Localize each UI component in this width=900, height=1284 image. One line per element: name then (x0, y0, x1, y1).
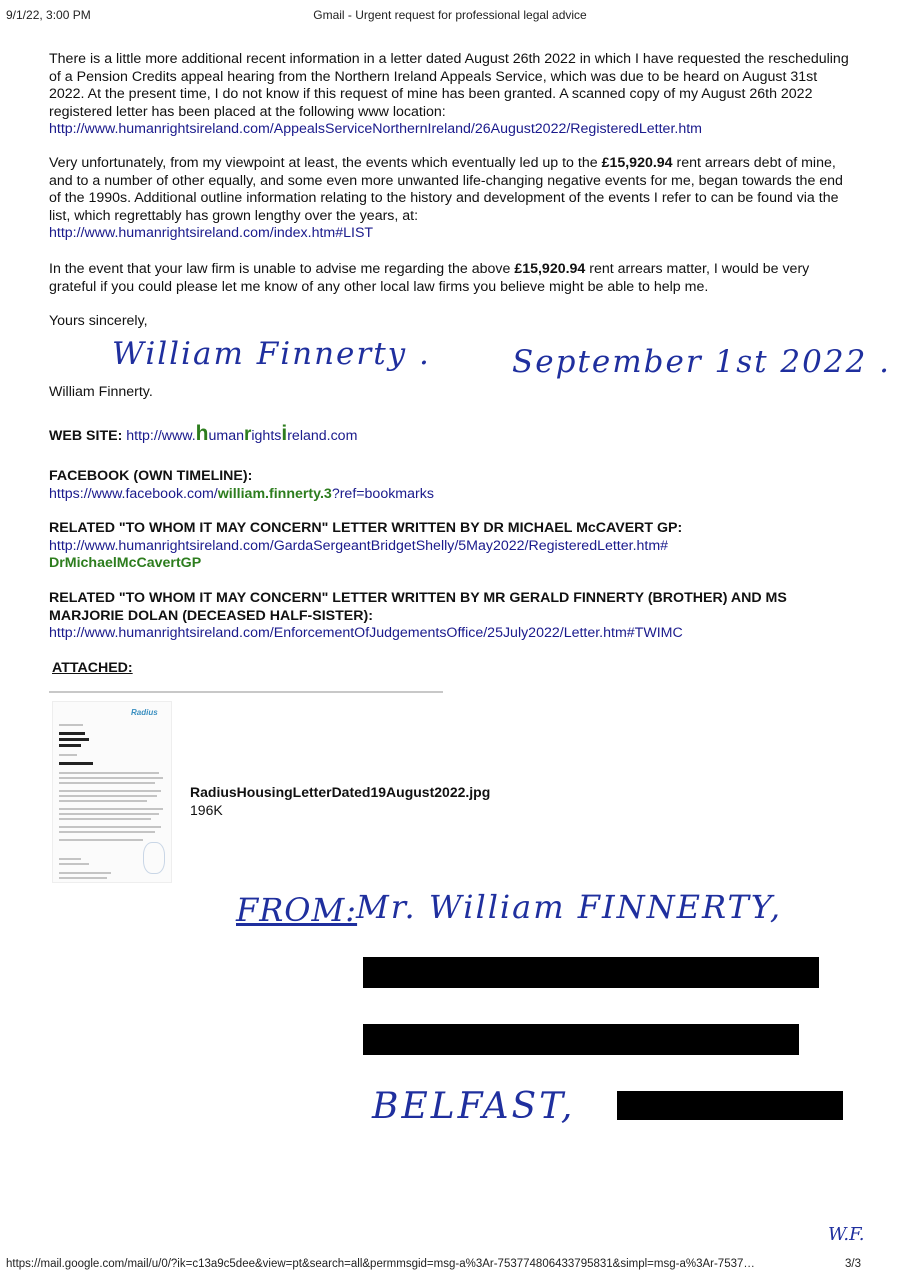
paragraph-text: rent arrears matter, I would be very grateful if you could please let me know of any other local law firms you believe might be able to help me. (49, 261, 810, 295)
paragraph-text: Very unfortunately, from my viewpoint at least, the events which eventually led up to the (49, 155, 602, 171)
handwritten-initials: W.F. (828, 1224, 865, 1245)
print-date: 9/1/22, 3:00 PM (6, 8, 91, 22)
divider (49, 691, 443, 693)
related-label: RELATED "TO WHOM IT MAY CONCERN" LETTER WRITTEN BY MR GERALD FINNERTY (BROTHER) AND MS MARJORIE DOLAN (DECEASED HALF-SISTER): (49, 590, 787, 624)
facebook-block (49, 468, 849, 503)
facebook-text: https://www.facebook.com/ (49, 485, 218, 502)
facebook-label: FACEBOOK (OWN TIMELINE): (49, 468, 253, 484)
redaction-bar (617, 1091, 843, 1120)
arrears-amount: £15,920.94 (601, 155, 673, 171)
website-text: uman (208, 428, 244, 444)
website-line (49, 422, 849, 446)
paragraph-history (49, 155, 849, 243)
related-link[interactable]: http://www.humanrightsireland.com/EnforcementOfJudgementsOffice/25July2022/Letter.htm#TWIMC (49, 625, 683, 641)
history-list-link[interactable]: http://www.humanrightsireland.com/index.htm#LIST (49, 225, 374, 241)
page-number: 3/3 (845, 1258, 861, 1270)
closing: Yours sincerely, (49, 313, 148, 329)
appeals-letter-link[interactable]: http://www.humanrightsireland.com/AppealsServiceNorthernIreland/26August2022/RegisteredLetter.htm (49, 121, 702, 137)
attachment-thumbnail[interactable] (52, 701, 172, 883)
thumbnail-logo: Radius (131, 708, 158, 717)
website-text: reland.com (287, 428, 358, 444)
attachment-filename[interactable]: RadiusHousingLetterDated19August2022.jpg (190, 784, 491, 800)
website-link[interactable] (126, 422, 358, 445)
facebook-text: ?ref=bookmarks (331, 485, 434, 502)
paragraph-text: rent arrears debt of mine, and to a number of other equally, and some even more unwanted life-changing negative events for me, began towards the end of the 1990s. Additional outline information relating to the history and development of the events I refer to can be found via the list, which regrettably has grown lengthy over the years, at: (49, 155, 843, 224)
website-label: WEB SITE: (49, 428, 123, 444)
website-text: http://www. (126, 428, 196, 444)
typed-name: William Finnerty. (49, 384, 153, 400)
logo-letter: h (195, 422, 209, 445)
attachment-size: 196K (190, 802, 223, 818)
redaction-bar (363, 1024, 799, 1055)
handwritten-from-label: FROM: (236, 891, 358, 929)
website-text: ights (251, 428, 282, 444)
arrears-amount: £15,920.94 (514, 261, 586, 277)
paragraph-text: In the event that your law firm is unable to advise me regarding the above (49, 261, 515, 277)
paragraph-referral (49, 261, 849, 296)
attached-heading: ATTACHED: (52, 660, 133, 676)
related-label: RELATED "TO WHOM IT MAY CONCERN" LETTER WRITTEN BY DR MICHAEL McCAVERT GP: (49, 520, 683, 536)
handwritten-date: September 1st 2022 . (512, 344, 892, 380)
handwritten-city: BELFAST, (372, 1086, 576, 1127)
paragraph-text: There is a little more additional recent information in a letter dated August 26th 2022 in which I have requested the rescheduling of a Pension Credits appeal hearing from the Northern Ireland Appeals Service, which was due to be heard on August 31st 2022. At the present time, I do not know if this request of mine has been granted. A scanned copy of my August 26th 2022 registered letter has been placed at the following www location: (49, 51, 849, 120)
related-letter-gp (49, 520, 849, 573)
handwritten-name: Mr. William FINNERTY, (356, 888, 782, 926)
related-link[interactable]: http://www.humanrightsireland.com/GardaSergeantBridgetShelly/5May2022/RegisteredLetter.htm# (49, 537, 669, 554)
paragraph-appeal-info (49, 51, 849, 139)
facebook-username: william.finnerty.3 (217, 485, 332, 502)
logo-letter: r (243, 424, 252, 445)
logo-letter: i (281, 422, 288, 445)
print-url: https://mail.google.com/mail/u/0/?ik=c13a9c5dee&view=pt&search=all&permmsgid=msg-a%3Ar-753774806433795831&simpl=msg-a%3Ar-7537… (6, 1258, 755, 1270)
facebook-link[interactable] (49, 486, 434, 502)
related-anchor[interactable]: DrMichaelMcCavertGP (49, 555, 202, 571)
print-title: Gmail - Urgent request for professional legal advice (313, 8, 587, 22)
redaction-bar (363, 957, 819, 988)
related-letter-family (49, 590, 849, 643)
handwritten-signature: William Finnerty . (112, 336, 431, 372)
